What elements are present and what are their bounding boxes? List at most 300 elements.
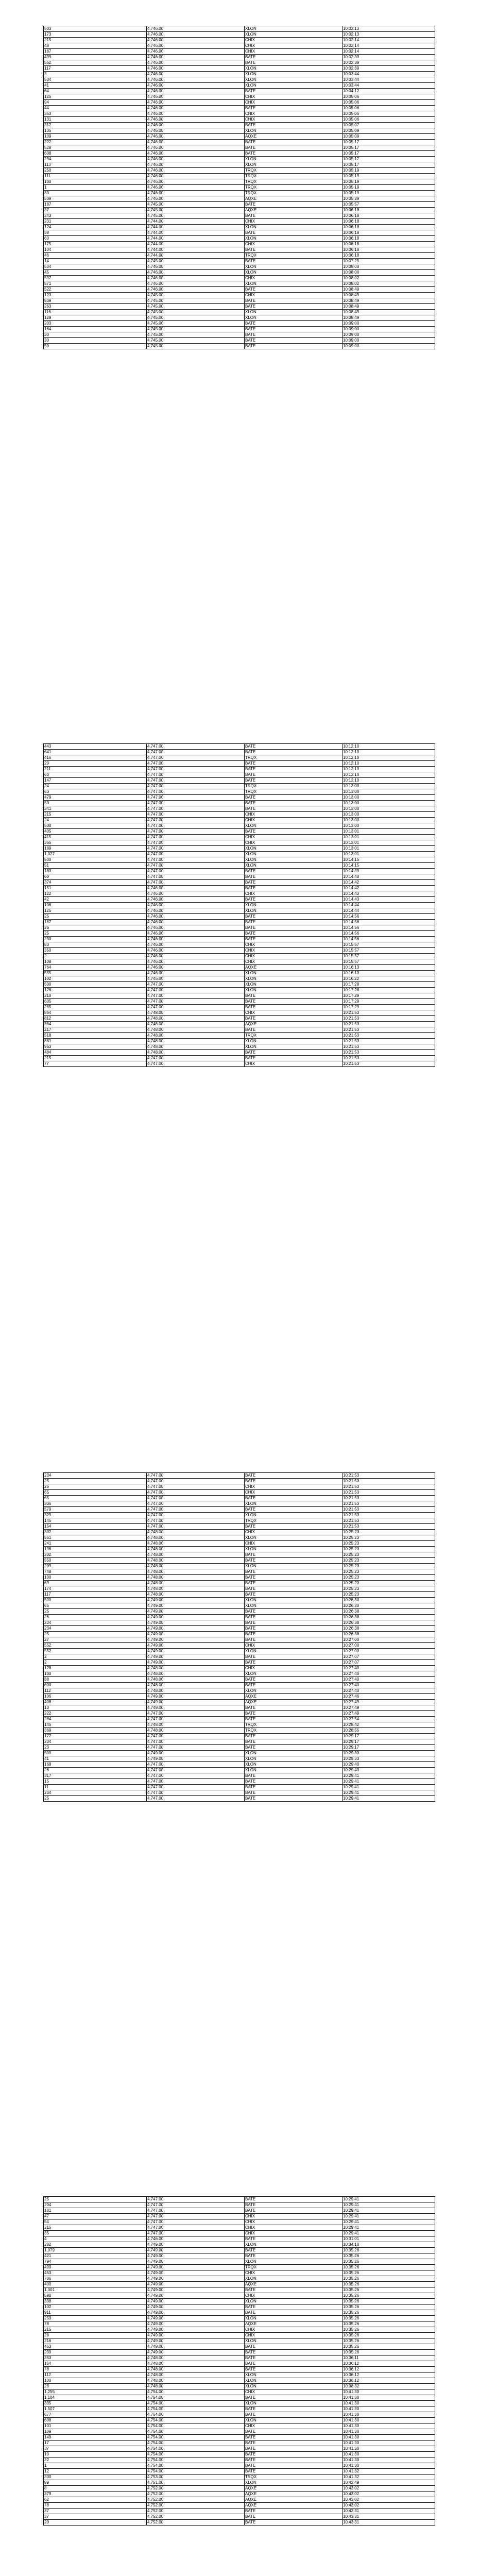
table-row <box>44 191 435 196</box>
time-cell: 10:08:49 <box>342 315 435 321</box>
table-row <box>44 2395 435 2401</box>
venue-cell: XLON <box>245 2401 342 2406</box>
price-cell: 4,746.00 <box>147 903 245 908</box>
volume-cell: 48 <box>44 43 147 49</box>
time-cell: 10:28:55 <box>342 1728 435 1734</box>
volume-cell: 329 <box>44 1513 147 1518</box>
volume-cell: 26 <box>44 925 147 931</box>
price-cell: 4,748.00 <box>147 1683 245 1688</box>
price-cell: 4,747.00 <box>147 869 245 874</box>
time-cell: 10:42:49 <box>342 2480 435 2486</box>
price-cell: 4,746.00 <box>147 89 245 94</box>
venue-cell: BATE <box>245 1626 342 1632</box>
price-cell: 4,746.00 <box>147 55 245 60</box>
volume-cell: 1,027 <box>44 852 147 857</box>
volume-cell: 421 <box>44 2253 147 2259</box>
price-cell: 4,747.00 <box>147 784 245 789</box>
price-cell: 4,752.00 <box>147 2492 245 2497</box>
venue-cell: BATE <box>245 55 342 60</box>
price-cell: 4,748.00 <box>147 1581 245 1586</box>
table-row <box>44 196 435 202</box>
time-cell: 10:27:00 <box>342 1637 435 1643</box>
volume-cell: 83 <box>44 942 147 948</box>
table-row <box>44 2270 435 2276</box>
volume-cell: 50 <box>44 344 147 349</box>
venue-cell: CHIX <box>245 219 342 225</box>
venue-cell: CHIX <box>245 2424 342 2429</box>
venue-cell: BATE <box>245 1660 342 1666</box>
venue-cell: BATE <box>245 327 342 332</box>
venue-cell: CHIX <box>245 2219 342 2225</box>
venue-cell: CHIX <box>245 242 342 247</box>
volume-cell: 234 <box>44 1626 147 1632</box>
table-row <box>44 778 435 784</box>
venue-cell: XLON <box>245 976 342 982</box>
time-cell: 10:29:41 <box>342 1790 435 1796</box>
time-cell: 10:27:46 <box>342 1694 435 1700</box>
venue-cell: CHIX <box>245 2333 342 2338</box>
venue-cell: XLON <box>245 1649 342 1654</box>
table-row <box>44 874 435 880</box>
volume-cell: 37 <box>44 2509 147 2514</box>
price-cell: 4,747.00 <box>147 2225 245 2231</box>
venue-cell: TRQX <box>245 168 342 174</box>
time-cell: 10:02:39 <box>342 66 435 72</box>
price-cell: 4,749.00 <box>147 2265 245 2270</box>
venue-cell: BATE <box>245 772 342 778</box>
price-cell: 4,746.00 <box>147 931 245 937</box>
volume-cell: 51 <box>44 863 147 869</box>
time-cell: 10:03:44 <box>342 77 435 83</box>
venue-cell: BATE <box>245 993 342 999</box>
volume-cell: 534 <box>44 77 147 83</box>
price-cell: 4,747.00 <box>147 1518 245 1524</box>
volume-cell: 250 <box>44 168 147 174</box>
price-cell: 4,749.00 <box>147 2321 245 2327</box>
time-cell: 10:35:26 <box>342 2338 435 2344</box>
volume-cell: 1 <box>44 2463 147 2469</box>
price-cell: 4,749.00 <box>147 1756 245 1762</box>
price-cell: 4,748.00 <box>147 1671 245 1677</box>
table-row <box>44 801 435 806</box>
price-cell: 4,754.00 <box>147 2395 245 2401</box>
table-row <box>44 789 435 795</box>
table-row <box>44 1501 435 1507</box>
volume-cell: 128 <box>44 1666 147 1671</box>
volume-cell: 37 <box>44 2514 147 2520</box>
time-cell: 10:21:53 <box>342 1484 435 1490</box>
venue-cell: BATE <box>245 801 342 806</box>
time-cell: 10:05:17 <box>342 140 435 145</box>
venue-cell: BATE <box>245 89 342 94</box>
venue-cell: BATE <box>245 1705 342 1711</box>
price-cell: 4,746.00 <box>147 168 245 174</box>
table-row <box>44 2406 435 2412</box>
time-cell: 10:06:18 <box>342 253 435 259</box>
volume-cell: 379 <box>44 2492 147 2497</box>
venue-cell: XLON <box>245 1535 342 1541</box>
price-cell: 4,748.00 <box>147 2378 245 2384</box>
volume-cell: 374 <box>44 880 147 886</box>
table-row <box>44 1535 435 1541</box>
time-cell: 10:41:32 <box>342 2469 435 2475</box>
time-cell: 10:14:43 <box>342 897 435 903</box>
venue-cell: BATE <box>245 1677 342 1683</box>
volume-cell: 196 <box>44 1547 147 1552</box>
price-cell: 4,746.00 <box>147 886 245 891</box>
venue-cell: AQXE <box>245 196 342 202</box>
venue-cell: XLON <box>245 1039 342 1044</box>
price-cell: 4,746.00 <box>147 276 245 281</box>
table-row <box>44 338 435 344</box>
table-row <box>44 2208 435 2214</box>
price-cell: 4,749.00 <box>147 1705 245 1711</box>
volume-cell: 53 <box>44 801 147 806</box>
table-row <box>44 829 435 835</box>
price-cell: 4,747.00 <box>147 982 245 988</box>
time-cell: 10:14:40 <box>342 874 435 880</box>
volume-cell: 552 <box>44 60 147 66</box>
price-cell: 4,744.00 <box>147 236 245 242</box>
table-row <box>44 179 435 185</box>
table-row <box>44 2293 435 2299</box>
table-row <box>44 2350 435 2355</box>
table-row <box>44 818 435 823</box>
time-cell: 10:06:18 <box>342 230 435 236</box>
table-row <box>44 795 435 801</box>
venue-cell: XLON <box>245 162 342 168</box>
table-row <box>44 94 435 100</box>
time-cell: 10:21:53 <box>342 1022 435 1027</box>
volume-cell: 963 <box>44 1044 147 1050</box>
price-cell: 4,745.00 <box>147 293 245 298</box>
time-cell: 10:41:30 <box>342 2446 435 2452</box>
table-row <box>44 840 435 846</box>
volume-cell: 479 <box>44 795 147 801</box>
volume-cell: 215 <box>44 38 147 43</box>
volume-cell: 151 <box>44 886 147 891</box>
time-cell: 10:14:56 <box>342 920 435 925</box>
volume-cell: 215 <box>44 2327 147 2333</box>
time-cell: 10:35:26 <box>342 2253 435 2259</box>
venue-cell: BATE <box>245 2514 342 2520</box>
volume-cell: 100 <box>44 179 147 185</box>
table-row <box>44 1033 435 1039</box>
price-cell: 4,748.00 <box>147 1039 245 1044</box>
venue-cell: BATE <box>245 1620 342 1626</box>
time-cell: 10:02:14 <box>342 43 435 49</box>
price-cell: 4,747.00 <box>147 1005 245 1010</box>
venue-cell: BATE <box>245 2350 342 2355</box>
time-cell: 10:41:30 <box>342 2458 435 2463</box>
table-row <box>44 43 435 49</box>
volume-cell: 216 <box>44 2338 147 2344</box>
table-row <box>44 2429 435 2435</box>
venue-cell: CHIX <box>245 2225 342 2231</box>
table-row <box>44 2435 435 2441</box>
table-row <box>44 1632 435 1637</box>
volume-cell: 239 <box>44 2350 147 2355</box>
table-row <box>44 1677 435 1683</box>
venue-cell: XLON <box>245 225 342 230</box>
price-cell: 4,747.00 <box>147 1790 245 1796</box>
table-row <box>44 100 435 106</box>
time-cell: 10:07:25 <box>342 259 435 264</box>
volume-cell: 173 <box>44 32 147 38</box>
table-row <box>44 2475 435 2480</box>
volume-cell: 243 <box>44 213 147 219</box>
venue-cell: TRQX <box>245 253 342 259</box>
venue-cell: BATE <box>245 1496 342 1501</box>
volume-cell: 1 <box>44 185 147 191</box>
price-cell: 4,747.00 <box>147 1490 245 1496</box>
volume-cell: 65 <box>44 1490 147 1496</box>
price-cell: 4,746.00 <box>147 954 245 959</box>
table-row <box>44 111 435 117</box>
volume-cell: 284 <box>44 1717 147 1722</box>
time-cell: 10:02:14 <box>342 38 435 43</box>
volume-cell: 369 <box>44 1728 147 1734</box>
volume-cell: 312 <box>44 123 147 128</box>
time-cell: 10:35:26 <box>342 2316 435 2321</box>
table-row <box>44 1717 435 1722</box>
price-cell: 4,747.00 <box>147 1473 245 1479</box>
venue-cell: BATE <box>245 1745 342 1751</box>
table-row <box>44 2299 435 2304</box>
venue-cell: XLON <box>245 903 342 908</box>
venue-cell: XLON <box>245 1762 342 1768</box>
venue-cell: BATE <box>245 344 342 349</box>
time-cell: 10:13:00 <box>342 812 435 818</box>
table-row <box>44 1620 435 1626</box>
volume-cell: 111 <box>44 174 147 179</box>
time-cell: 10:27:00 <box>342 1643 435 1649</box>
venue-cell: BATE <box>245 886 342 891</box>
time-cell: 10:12:10 <box>342 778 435 784</box>
price-cell: 4,747.00 <box>147 829 245 835</box>
table-row <box>44 869 435 874</box>
time-cell: 10:13:01 <box>342 840 435 846</box>
table-row <box>44 1615 435 1620</box>
volume-cell: 234 <box>44 1620 147 1626</box>
price-cell: 4,747.00 <box>147 772 245 778</box>
time-cell: 10:36:12 <box>342 2361 435 2367</box>
volume-cell: 222 <box>44 1711 147 1717</box>
volume-cell: 30 <box>44 338 147 344</box>
time-cell: 10:13:01 <box>342 835 435 840</box>
time-cell: 10:05:09 <box>342 134 435 140</box>
table-row <box>44 999 435 1005</box>
price-cell: 4,749.00 <box>147 1620 245 1626</box>
price-cell: 4,748.00 <box>147 1541 245 1547</box>
volume-cell: 145 <box>44 1722 147 1728</box>
table-row <box>44 1626 435 1632</box>
table-row <box>44 925 435 931</box>
venue-cell: XLON <box>245 2418 342 2424</box>
venue-cell: TRQX <box>245 2265 342 2270</box>
volume-cell: 28 <box>44 2333 147 2338</box>
time-cell: 10:13:00 <box>342 806 435 812</box>
time-cell: 10:17:29 <box>342 1005 435 1010</box>
volume-cell: 102 <box>44 976 147 982</box>
time-cell: 10:41:30 <box>342 2424 435 2429</box>
venue-cell: XLON <box>245 72 342 77</box>
table-row <box>44 1751 435 1756</box>
venue-cell: BATE <box>245 1683 342 1688</box>
time-cell: 10:08:49 <box>342 293 435 298</box>
time-cell: 10:13:00 <box>342 784 435 789</box>
table-row <box>44 2344 435 2350</box>
price-cell: 4,747.00 <box>147 1785 245 1790</box>
venue-cell: CHIX <box>245 1530 342 1535</box>
table-row <box>44 66 435 72</box>
volume-cell: 539 <box>44 298 147 304</box>
price-cell: 4,746.00 <box>147 264 245 270</box>
volume-cell: 222 <box>44 140 147 145</box>
venue-cell: XLON <box>245 1603 342 1609</box>
volume-cell: 234 <box>44 1739 147 1745</box>
table-row <box>44 1564 435 1569</box>
time-cell: 10:06:18 <box>342 242 435 247</box>
table-row <box>44 1637 435 1643</box>
price-cell: 4,748.00 <box>147 1050 245 1056</box>
volume-cell: 503 <box>44 26 147 32</box>
price-cell: 4,747.00 <box>147 744 245 750</box>
price-cell: 4,746.00 <box>147 100 245 106</box>
price-cell: 4,752.00 <box>147 2514 245 2520</box>
table-row <box>44 1010 435 1016</box>
time-cell: 10:29:41 <box>342 2208 435 2214</box>
volume-cell: 552 <box>44 1649 147 1654</box>
price-cell: 4,747.00 <box>147 1513 245 1518</box>
price-cell: 4,751.00 <box>147 2480 245 2486</box>
time-cell: 10:05:17 <box>342 151 435 157</box>
time-cell: 10:26:38 <box>342 1620 435 1626</box>
table-row <box>44 2248 435 2253</box>
volume-cell: 164 <box>44 2361 147 2367</box>
price-cell: 4,746.00 <box>147 26 245 32</box>
venue-cell: BATE <box>245 2287 342 2293</box>
price-cell: 4,746.00 <box>147 145 245 151</box>
price-cell: 4,746.00 <box>147 908 245 914</box>
venue-cell: BATE <box>245 2458 342 2463</box>
table-row <box>44 2316 435 2321</box>
time-cell: 10:05:19 <box>342 174 435 179</box>
volume-cell: 78 <box>44 2321 147 2327</box>
price-cell: 4,746.00 <box>147 174 245 179</box>
table-row <box>44 208 435 213</box>
venue-cell: BATE <box>245 897 342 903</box>
time-cell: 10:26:30 <box>342 1598 435 1603</box>
volume-cell: 500 <box>44 823 147 829</box>
volume-cell: 764 <box>44 965 147 971</box>
table-row <box>44 823 435 829</box>
price-cell: 4,748.00 <box>147 1666 245 1671</box>
price-cell: 4,749.00 <box>147 1700 245 1705</box>
venue-cell: CHIX <box>245 954 342 959</box>
volume-cell: 215 <box>44 812 147 818</box>
table-row <box>44 2509 435 2514</box>
table-row <box>44 276 435 281</box>
venue-cell: AQXE <box>245 2497 342 2503</box>
table-row <box>44 2452 435 2458</box>
price-cell: 4,746.00 <box>147 196 245 202</box>
table-row <box>44 2321 435 2327</box>
volume-cell: 463 <box>44 2344 147 2350</box>
venue-cell: BATE <box>245 1711 342 1717</box>
venue-cell: CHIX <box>245 276 342 281</box>
volume-cell: 37 <box>44 2446 147 2452</box>
volume-cell: 174 <box>44 1586 147 1592</box>
time-cell: 10:21:53 <box>342 1056 435 1061</box>
table-row <box>44 32 435 38</box>
volume-cell: 263 <box>44 304 147 310</box>
price-cell: 4,748.00 <box>147 1586 245 1592</box>
time-cell: 10:17:29 <box>342 999 435 1005</box>
volume-cell: 864 <box>44 1010 147 1016</box>
price-cell: 4,749.00 <box>147 2327 245 2333</box>
venue-cell: XLON <box>245 83 342 89</box>
table-row <box>44 1785 435 1790</box>
table-row <box>44 83 435 89</box>
volume-cell: 154 <box>44 1524 147 1530</box>
venue-cell: XLON <box>245 1688 342 1694</box>
time-cell: 10:06:18 <box>342 213 435 219</box>
time-cell: 10:29:41 <box>342 2231 435 2236</box>
time-cell: 10:41:30 <box>342 2395 435 2401</box>
time-cell: 10:13:00 <box>342 789 435 795</box>
price-cell: 4,747.00 <box>147 846 245 852</box>
volume-cell: 1,507 <box>44 2406 147 2412</box>
volume-cell: 748 <box>44 1569 147 1575</box>
venue-cell: XLON <box>245 1756 342 1762</box>
time-cell: 10:21:53 <box>342 1513 435 1518</box>
price-cell: 4,746.00 <box>147 179 245 185</box>
venue-cell: BATE <box>245 1779 342 1785</box>
table-row <box>44 89 435 94</box>
table-row <box>44 2503 435 2509</box>
venue-cell: XLON <box>245 310 342 315</box>
venue-cell: BATE <box>245 2446 342 2452</box>
time-cell: 10:27:54 <box>342 1717 435 1722</box>
volume-cell: 881 <box>44 1039 147 1044</box>
volume-cell: 341 <box>44 806 147 812</box>
volume-cell: 35 <box>44 2231 147 2236</box>
venue-cell: CHIX <box>245 948 342 954</box>
volume-cell: 285 <box>44 1005 147 1010</box>
venue-cell: BATE <box>245 744 342 750</box>
venue-cell: BATE <box>245 247 342 253</box>
price-cell: 4,746.00 <box>147 83 245 89</box>
price-cell: 4,747.00 <box>147 2202 245 2208</box>
price-cell: 4,748.00 <box>147 2367 245 2372</box>
price-cell: 4,747.00 <box>147 801 245 806</box>
time-cell: 10:28:42 <box>342 1722 435 1728</box>
venue-cell: XLON <box>245 264 342 270</box>
venue-cell: BATE <box>245 1796 342 1802</box>
time-cell: 10:27:07 <box>342 1660 435 1666</box>
price-cell: 4,746.00 <box>147 281 245 287</box>
time-cell: 10:02:39 <box>342 55 435 60</box>
time-cell: 10:35:26 <box>342 2344 435 2350</box>
time-cell: 10:27:49 <box>342 1700 435 1705</box>
table-row <box>44 2231 435 2236</box>
volume-cell: 10 <box>44 2452 147 2458</box>
volume-cell: 534 <box>44 264 147 270</box>
time-cell: 10:06:18 <box>342 219 435 225</box>
venue-cell: XLON <box>245 1671 342 1677</box>
volume-cell: 600 <box>44 1683 147 1688</box>
